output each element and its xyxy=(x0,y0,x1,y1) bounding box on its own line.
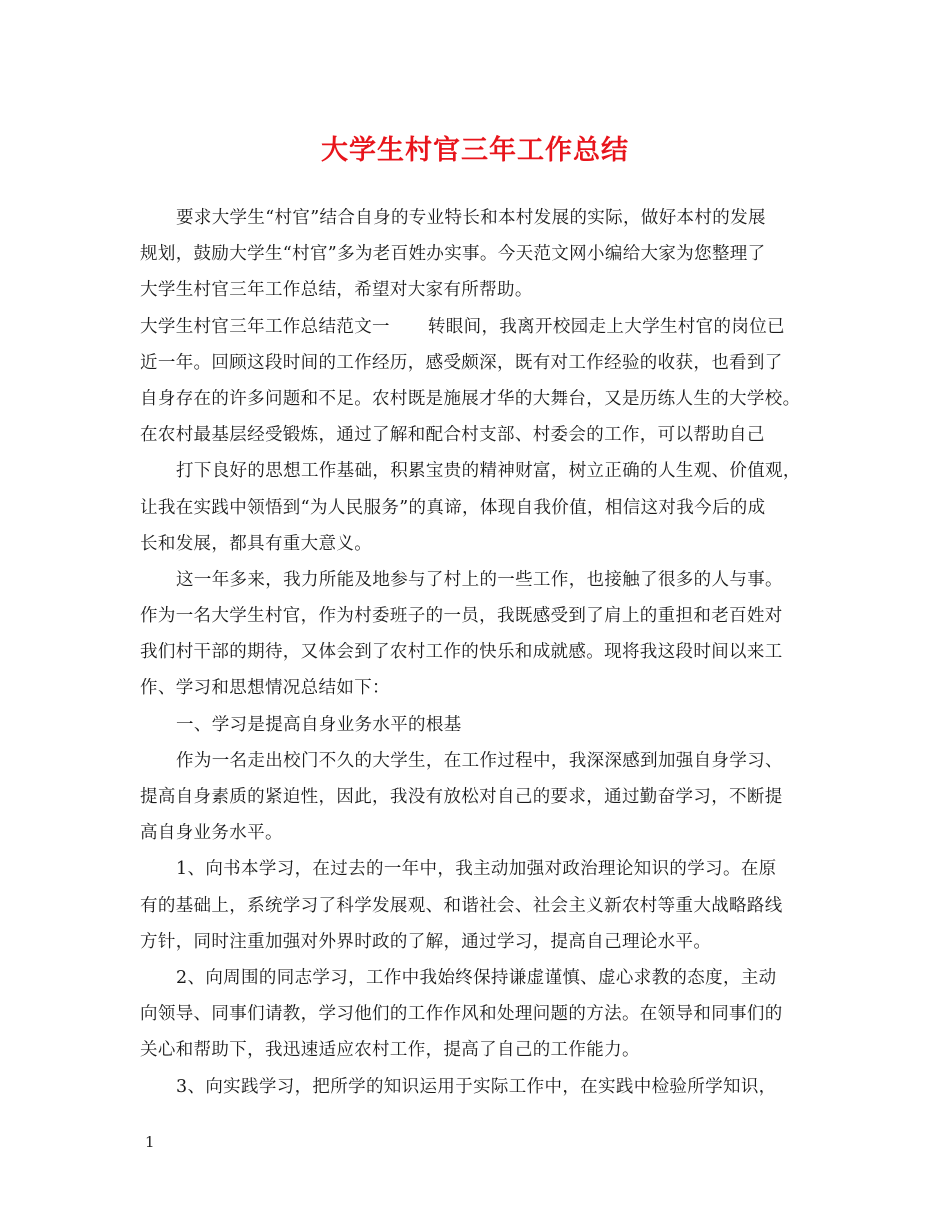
text-line: 2、向周围的同志学习，工作中我始终保持谦虚谨慎、虚心求教的态度，主动 xyxy=(176,967,777,988)
text-line: 1、向书本学习，在过去的一年中，我主动加强对政治理论知识的学习。在原 xyxy=(176,859,777,880)
text-line: 我们村干部的期待，又体会到了农村工作的快乐和成就感。现将我这段时间以来工 xyxy=(140,642,783,663)
text-line: 方针，同时注重加强对外界时政的了解，通过学习，提高自己理论水平。 xyxy=(140,931,712,952)
text-segment: 转眼间，我离开校园走上大学生村官的岗位已 xyxy=(427,316,785,337)
text-line: 在农村最基层经受锻炼，通过了解和配合村支部、村委会的工作，可以帮助自己 xyxy=(140,425,765,446)
text-line: 3、向实践学习，把所学的知识运用于实际工作中，在实践中检验所学知识， xyxy=(176,1076,777,1097)
text-line: 自身存在的许多问题和不足。农村既是施展才华的大舞台，又是历练人生的大学校。 xyxy=(140,388,801,409)
document-title: 大学生村官三年工作总结 xyxy=(321,135,629,166)
text-line: 近一年。回顾这段时间的工作经历，感受颇深，既有对工作经验的收获，也看到了 xyxy=(140,352,783,373)
text-line: 这一年多来，我力所能及地参与了村上的一些工作，也接触了很多的人与事。 xyxy=(176,569,783,590)
section-heading: 一、学习是提高自身业务水平的根基 xyxy=(176,714,462,735)
text-line-with-heading xyxy=(140,309,830,345)
text-line: 关心和帮助下，我迅速适应农村工作，提高了自己的工作能力。 xyxy=(140,1040,640,1061)
text-line: 作为一名大学生村官，作为村委班子的一员，我既感受到了肩上的重担和老百姓对 xyxy=(140,606,783,627)
text-line: 让我在实践中领悟到“为人民服务”的真谛，体现自我价值，相信这对我今后的成 xyxy=(140,497,766,518)
page-number: 1 xyxy=(145,1133,155,1151)
text-line: 作为一名走出校门不久的大学生，在工作过程中，我深深感到加强自身学习、 xyxy=(176,750,783,771)
text-line: 提高自身素质的紧迫性，因此，我没有放松对自己的要求，通过勤奋学习，不断提 xyxy=(140,787,783,807)
section-heading: 大学生村官三年工作总结范文一 xyxy=(140,316,390,337)
text-line: 要求大学生“村官”结合自身的专业特长和本村发展的实际，做好本村的发展 xyxy=(176,208,766,228)
document-body xyxy=(140,200,830,1105)
text-line: 打下良好的思想工作基础，积累宝贵的精神财富，树立正确的人生观、价值观， xyxy=(176,461,801,482)
text-line: 作、学习和思想情况总结如下： xyxy=(140,678,390,699)
text-line: 长和发展，都具有重大意义。 xyxy=(140,533,373,554)
text-line: 大学生村官三年工作总结，希望对大家有所帮助。 xyxy=(140,280,533,301)
text-line: 向领导、同事们请教，学习他们的工作作风和处理问题的方法。在领导和同事们的 xyxy=(140,1004,783,1025)
text-line: 规划，鼓励大学生“村官”多为老百姓办实事。今天范文网小编给大家为您整理了 xyxy=(140,244,766,265)
text-line: 有的基础上，系统学习了科学发展观、和谐社会、社会主义新农村等重大战略路线 xyxy=(140,895,783,916)
text-line: 高自身业务水平。 xyxy=(140,823,283,844)
